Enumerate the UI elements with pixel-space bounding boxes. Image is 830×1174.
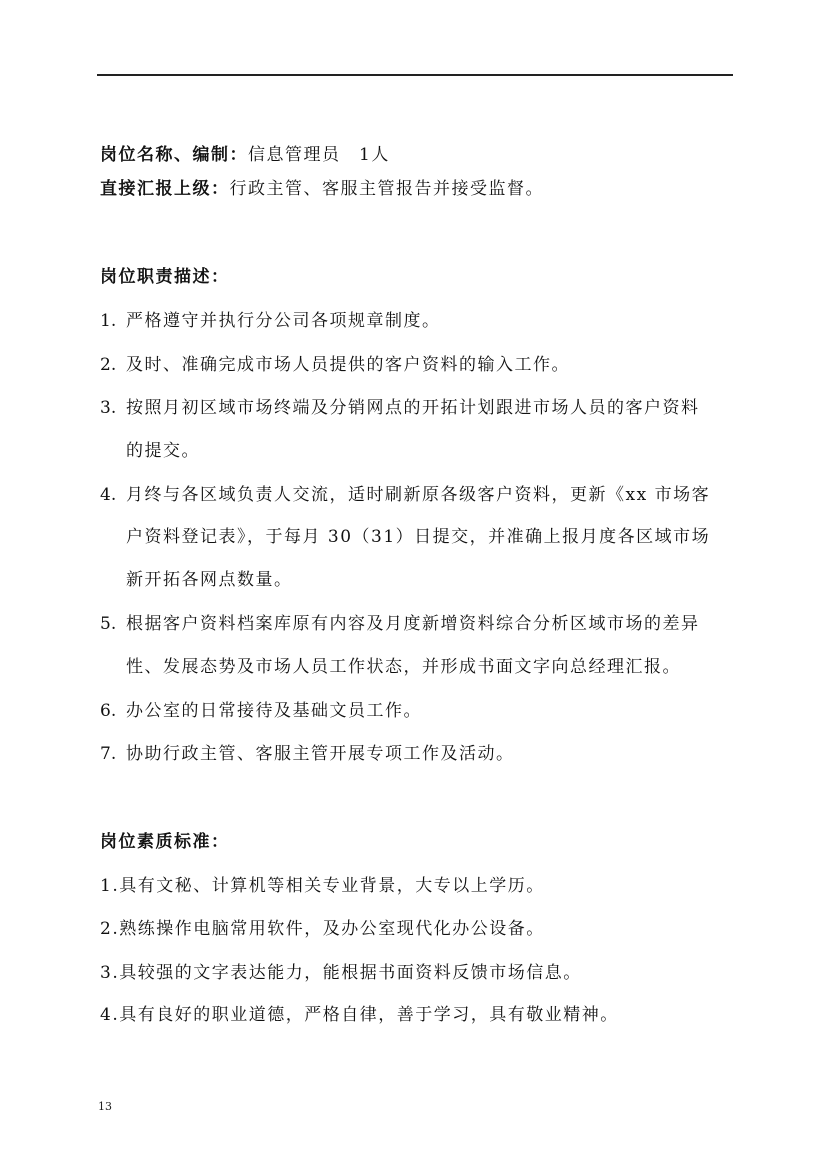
- duty-text: 根据客户资料档案库原有内容及月度新增资料综合分析区域市场的差异: [126, 614, 700, 634]
- duty-item-4-cont-2: 新开拓各网点数量。: [126, 570, 293, 590]
- duties-heading: 岗位职责描述：: [100, 267, 230, 287]
- duty-text: 严格遵守并执行分公司各项规章制度。: [126, 311, 441, 331]
- qualifications-heading: 岗位素质标准：: [100, 832, 230, 852]
- qualification-item-3: 3.具较强的文字表达能力，能根据书面资料反馈市场信息。: [100, 963, 582, 983]
- duty-text: 及时、准确完成市场人员提供的客户资料的输入工作。: [126, 355, 570, 375]
- duty-item-4-cont-1: 户资料登记表》，于每月 30（31）日提交，并准确上报月度各区域市场: [126, 527, 711, 547]
- duty-number: 4.: [100, 485, 117, 505]
- duty-number: 1.: [100, 311, 117, 331]
- duty-number: 6.: [100, 701, 117, 721]
- duty-number: 3.: [100, 398, 117, 418]
- duty-number: 5.: [100, 614, 117, 634]
- duty-item-3-cont: 的提交。: [126, 441, 200, 461]
- position-value: 信息管理员 1人: [248, 145, 390, 165]
- duty-item-7: [100, 739, 515, 764]
- qualification-item-4: 4.具有良好的职业道德，严格自律，善于学习，具有敬业精神。: [100, 1005, 619, 1025]
- qualification-item-1: 1.具有文秘、计算机等相关专业背景，大专以上学历。: [100, 876, 545, 896]
- report-label: 直接汇报上级：: [100, 179, 230, 199]
- duty-item-5-cont: 性、发展态势及市场人员工作状态，并形成书面文字向总经理汇报。: [126, 657, 681, 677]
- report-value: 行政主管、客服主管报告并接受监督。: [229, 179, 544, 199]
- position-line: [100, 140, 390, 165]
- duty-number: 2.: [100, 355, 117, 375]
- position-label: 岗位名称、编制：: [100, 145, 248, 165]
- duty-item-2: [100, 350, 570, 375]
- duty-text: 月终与各区域负责人交流，适时刷新原各级客户资料，更新《xx 市场客: [126, 485, 711, 505]
- page-number: 13: [98, 1100, 112, 1113]
- duty-item-4: [100, 480, 710, 505]
- header-rule: [97, 74, 733, 76]
- duty-number: 7.: [100, 744, 117, 764]
- duty-text: 办公室的日常接待及基础文员工作。: [126, 701, 422, 721]
- duty-item-1: [100, 306, 441, 331]
- duty-item-6: [100, 696, 422, 721]
- duty-text: 协助行政主管、客服主管开展专项工作及活动。: [126, 744, 515, 764]
- report-line: [100, 174, 544, 199]
- duty-item-3: [100, 393, 700, 418]
- duty-item-5: [100, 609, 700, 634]
- qualification-item-2: 2.熟练操作电脑常用软件，及办公室现代化办公设备。: [100, 919, 545, 939]
- duty-text: 按照月初区域市场终端及分销网点的开拓计划跟进市场人员的客户资料: [126, 398, 700, 418]
